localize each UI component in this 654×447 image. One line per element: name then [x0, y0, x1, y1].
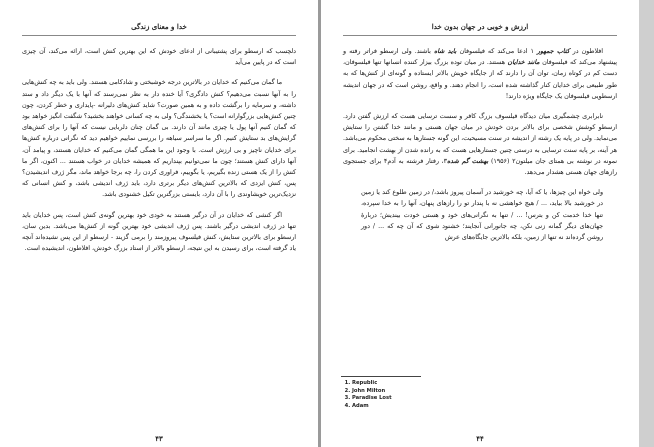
- page-number: ۴۴: [476, 434, 484, 443]
- right-page: [321, 0, 639, 447]
- paragraph: نابرابری چشمگیری میان دیدگاه فیلسوف بزرگ کافر و سست ترسایی هست که ارزش گفتن دارد. ارسطو کوشش شخصی برای بالاتر بردن خودش در میان جهان هستی و مانند خدا گشتن را ستایش می‌نماید. ولی در پایه یک رشته از اندیشه در سنت مسیحیت، این گونه جستارها به سختی محکوم می‌باشد. هر آینه، بر پایه سنت ترسایی به درستی چنین جستارهایی هست که به رانده شدن از بهشت انجامید. برای نمونه در نوشته بی همتای جان میلتون۲ (۱۹۵۶) بهشت گم شده۳، رفتار فرشته به آدم۴ برای جستجوی رازهای جهان هستی هشدار می‌دهد.: [343, 113, 617, 177]
- running-head: ارزش و خوبی در جهان بدون خدا: [431, 22, 529, 31]
- paragraph: اگر کنشی که خدایان در آن درگیر هستند به خودی خود بهترین گونه‌ی کنش است، پس خدایان باید تنها در ژرف اندیشی درگیر باشند. پس ژرف اندیشی خود بهترین گونه از کنش‌ها می‌باشد. بدین سان، ارسطو برای بالاترین ستایش، کنش فیلسوف پیروزمند را برمی گزیند - ارسطو از این پس نشیده‌اند آنچه یاد گرفته است، برای رسیدن به این نتیجه، ارسطو بالاتر از استاد بزرگ خودش، افلاطون، اندیشیده است.: [22, 211, 296, 253]
- page-number: ۴۳: [155, 434, 163, 443]
- emphasis: مانند خدایان: [507, 59, 540, 67]
- book-title: کتاب جمهور: [536, 48, 570, 55]
- poem-quote: ولی خواه این چیزها، یا که آیا، چه خورشید در آسمان پیروز باشد،/ در زمین طلوع کند یا زمین در خورشید بالا بیاید، ... / هیچ خواهشی نه با پندار تو را رازهای پنهان، آنها را به خدا سپرده، تنها خدا خدمت کن و بترس! ... / تنها به نگرانی‌های خود و هستی خودت بیندیش؛ دربارهٔ جهان‌های دیگر گمانه زنی نکن، چه جانورانی آنجایند؛ خشنود شوی که آن چه که ... / دور روشن گرده‌اند نه تنها از زمین، بلکه بالاترین جایگاه‌های عرش: [361, 189, 603, 242]
- footnote-item: 1. Republic: [352, 380, 511, 388]
- paragraph: افلاطون در کتاب جمهور ۱ ادعا می‌کند که فیلسوفان باید شاه باشند. ولی ارسطو فراتر رفته و پیشنهاد می‌کند که فیلسوفان مانند خدایان هستند. در میان توده بزرگ بیزار کننده انسانها تنها فیلسوفان، دست کم در کوتاه زمان، توان آن را دارند که از جایگاه خویش بالاتر ایستاده و گونه‌ای از کنش‌ها که به طور طبیعی برای خدایان کنار گذاشته شده است، را انجام دهند. و واقع، روشن است که در جهان اندیشه ارسطویی فیلسوفان یک جایگاه ویژه دارند!: [343, 48, 617, 100]
- footnote-item: 3. Paradise Lost: [352, 395, 511, 403]
- block-quote: ما گمان می‌کنیم که خدایان در بالاترین درجه خوشبختی و شادکامی هستند. ولی باید به چه کنش‌هایی را به آنها نسبت می‌دهیم؟ کنش دادگری؟ آیا خنده دار به نظر نمی‌رسند که آنها با یک دیگر داد و ستد داشته، و سرمایه را برگشت داده و به همین صورت؟ شاید کنش‌های دلیرانه -پایداری و خطر کردن، چون چنین کنش‌هایی بزرگوارانه است؟ یا بخشندگی؟ ولی به چه کسانی خواهند بخشید؟ شگفت انگیز خواهد بود که گمان کنیم آنها پول یا چیزی مانند آن دارند. بی گمان چنان دلربایی نیست که آنها را برای کنش‌های گرایش‌های بد ستایش کنیم. اگر ما سراسر سیاهه را بررسی نماییم خواهیم دید که نگرانی درباره کنش‌ها برای خدایان ناچیز و بی ارزش است. با وجود این ما همگی گمان می‌کنیم که خدایان هستند، و پیامد آن، آنها دارای کنش هستند؛ چون ما نمی‌توانیم بپنداریم که همیشه خدایان در خواب هستند ... اکنون، اگر ما کنش را از یک هستی زنده بگیریم، یا بگوییم، فراوری کردن را، چه برجا خواهد ماند، مگر ژرف اندیشیدن؟ پس، کنش ایزدی که بالاترین کنش‌های دیگر برتری دارد، باید ژرف اندیشی باشد، و کنش انسانی که نزدیک‌ترین خویشاوندی را با آن دارد، بایستی بزرگترین تکیل خشنودی باشد.: [22, 79, 296, 199]
- paragraph: دلچسب که ارسطو برای پشتیبانی از ادعای خودش که این بهترین کنش است، ارائه می‌کند، آن چیزی است که در پایین می‌آید: [22, 48, 296, 67]
- left-page: [0, 0, 318, 447]
- header-rule: [343, 35, 617, 36]
- footnote-item: 4. Adam: [352, 403, 511, 411]
- running-head: خدا و معنای زندگی: [131, 22, 187, 31]
- footnote-item: 2. John Milton: [352, 388, 511, 396]
- footnotes: [341, 376, 511, 410]
- header-rule: [22, 35, 296, 36]
- footnote-rule: [341, 376, 421, 377]
- book-title: بهشت گم شده: [446, 157, 489, 165]
- emphasis: باید شاه: [433, 48, 457, 55]
